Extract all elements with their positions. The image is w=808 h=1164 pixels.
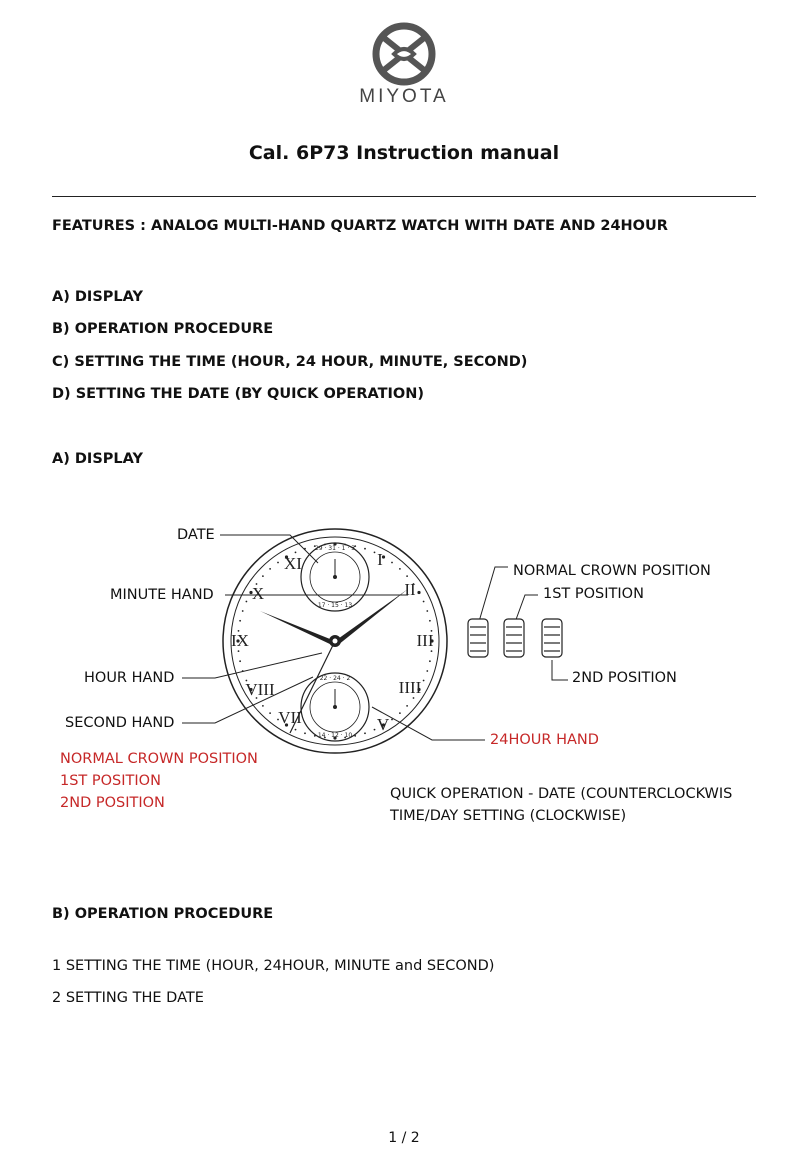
minute-dot — [417, 591, 420, 594]
minute-dot — [277, 562, 279, 564]
svg-text:IX: IX — [231, 631, 249, 650]
toc-item-b: B) OPERATION PROCEDURE — [52, 321, 274, 337]
minute-dot — [269, 712, 271, 714]
label-second-position: 2ND POSITION — [572, 670, 677, 686]
brand-name: MIYOTA — [359, 86, 449, 107]
minute-dot — [426, 670, 428, 672]
minute-dot — [242, 610, 244, 612]
label-24hour-hand: 24HOUR HAND — [490, 732, 599, 748]
svg-text:III: III — [416, 631, 434, 650]
watch-display-diagram — [0, 515, 808, 815]
minute-dot — [374, 729, 376, 731]
svg-text:II: II — [404, 580, 416, 599]
label-minute-hand: MINUTE HAND — [110, 587, 214, 603]
minute-dot — [364, 732, 366, 734]
svg-text:VIII: VIII — [245, 680, 275, 699]
minute-dot — [399, 712, 401, 714]
minute-dot — [364, 548, 366, 550]
minute-dot — [374, 552, 376, 554]
svg-text:14 · 12 · 10: 14 · 12 · 10 — [317, 732, 353, 739]
title-divider — [52, 196, 756, 197]
toc-item-c: C) SETTING THE TIME (HOUR, 24 HOUR, MINUTE, SECOND) — [52, 354, 528, 370]
label-first-position: 1ST POSITION — [543, 586, 644, 602]
red-list-second-position: 2ND POSITION — [60, 795, 165, 811]
minute-dot — [246, 601, 248, 603]
minute-dot — [431, 650, 433, 652]
minute-dot — [304, 732, 306, 734]
svg-text:XI: XI — [284, 554, 302, 573]
quick-operation-line-1: QUICK OPERATION - DATE (COUNTERCLOCKWIS — [390, 786, 733, 802]
label-hour-hand: HOUR HAND — [84, 670, 175, 686]
minute-dot — [238, 650, 240, 652]
toc-item-a: A) DISPLAY — [52, 289, 143, 305]
minute-dot — [262, 575, 264, 577]
minute-dot — [426, 610, 428, 612]
svg-text:22 · 24 · 2: 22 · 24 · 2 — [319, 675, 351, 682]
minute-dot — [423, 680, 425, 682]
section-b-item-2: 2 SETTING THE DATE — [52, 990, 204, 1006]
section-b-item-1: 1 SETTING THE TIME (HOUR, 24HOUR, MINUTE and SECOND) — [52, 958, 495, 974]
red-list-normal-crown: NORMAL CROWN POSITION — [60, 751, 258, 767]
svg-text:I: I — [377, 550, 383, 569]
minute-dot — [406, 705, 408, 707]
label-normal-crown: NORMAL CROWN POSITION — [513, 563, 711, 579]
minute-dot — [239, 620, 241, 622]
minute-dot — [413, 697, 415, 699]
section-b-heading: B) OPERATION PROCEDURE — [52, 906, 274, 922]
features-heading: FEATURES : ANALOG MULTI-HAND QUARTZ WATCH WITH DATE AND 24HOUR — [52, 218, 668, 234]
section-a-heading: A) DISPLAY — [52, 451, 143, 467]
label-date: DATE — [177, 527, 215, 543]
svg-text:29 · 31 · 1 · 3: 29 · 31 · 1 · 3 — [314, 545, 356, 552]
minute-dot — [295, 729, 297, 731]
svg-text:IIII: IIII — [398, 678, 422, 697]
minute-dot — [262, 705, 264, 707]
minute-dot — [239, 660, 241, 662]
toc-item-d: D) SETTING THE DATE (BY QUICK OPERATION) — [52, 386, 424, 402]
minute-dot — [399, 568, 401, 570]
minute-dot — [391, 562, 393, 564]
minute-dot — [429, 660, 431, 662]
page-indicator: 1 / 2 — [388, 1130, 420, 1146]
label-second-hand: SECOND HAND — [65, 715, 175, 731]
minute-dot — [406, 575, 408, 577]
crown-positions — [468, 619, 562, 657]
svg-text:X: X — [251, 584, 265, 603]
quick-operation-line-2: TIME/DAY SETTING (CLOCKWISE) — [390, 808, 627, 824]
minute-dot — [269, 568, 271, 570]
minute-dot — [429, 620, 431, 622]
svg-text:17 · 15 · 13: 17 · 15 · 13 — [317, 602, 353, 609]
page-title: Cal. 6P73 Instruction manual — [248, 142, 560, 164]
svg-text:VII: VII — [278, 708, 302, 727]
date-subdial — [301, 543, 369, 611]
svg-text:V: V — [376, 715, 390, 734]
minute-dot — [423, 601, 425, 603]
red-list-first-position: 1ST POSITION — [60, 773, 161, 789]
24hour-subdial — [301, 673, 369, 741]
